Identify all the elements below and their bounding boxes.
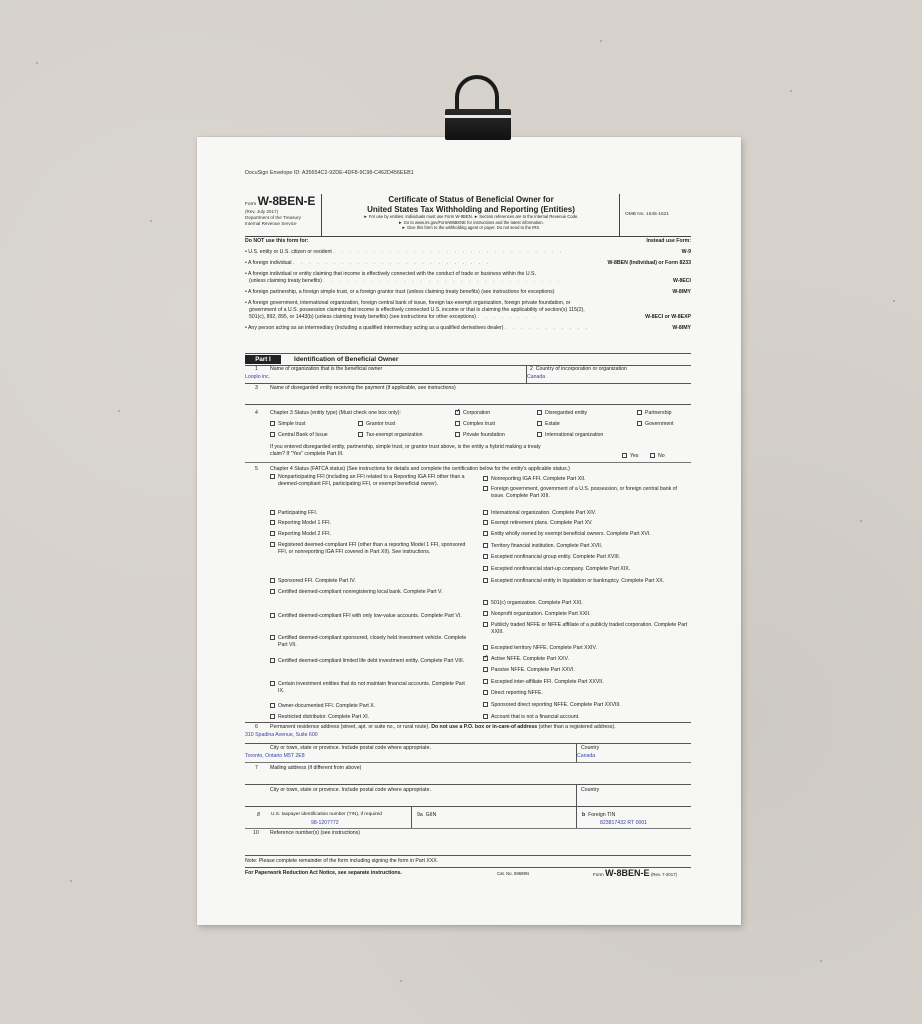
option-label: Nonreporting IGA FFI. Complete Part XII. (491, 476, 586, 482)
ch4-left-10[interactable] (270, 681, 475, 694)
department: Department of the Treasury (245, 214, 301, 220)
checkbox[interactable] (622, 453, 627, 458)
checkbox[interactable] (455, 432, 460, 437)
line10-label: Reference number(s) (see instructions) (270, 830, 360, 836)
line-number: 7 (255, 765, 258, 771)
option-label: Restricted distributor. Complete Part XI. (278, 714, 370, 720)
binder-clip-icon (445, 75, 511, 137)
leader-dots: . . . . . . . . . . . . . . . . . . . . . . . . . . . . . (333, 249, 564, 255)
city-field[interactable]: Toronto, Ontario M5T 2E8 (245, 753, 305, 759)
divider (245, 855, 691, 856)
line5-label: Chapter 4 Status (FATCA status) (See instructions for details and complete the certification below for the entity's applicable status.) (270, 466, 570, 472)
line6-label (270, 724, 616, 731)
option-label: Corporation (463, 410, 491, 416)
do-not-use-row-cont (245, 278, 691, 285)
divider (245, 722, 691, 723)
label-text: Country of incorporation or organization (535, 366, 627, 372)
divider (245, 784, 691, 785)
hybrid-no[interactable] (650, 453, 665, 460)
speck (860, 520, 862, 522)
form-revision: (Rev. 7-2017) (650, 872, 677, 877)
checkbox[interactable] (270, 714, 275, 719)
line-number: 10 (253, 830, 259, 836)
checkbox[interactable] (270, 520, 275, 525)
option-label: Account that is not a financial account. (491, 714, 580, 720)
option-label: Excepted territory NFFE. Complete Part XXIV. (491, 645, 597, 651)
checkbox-checked[interactable] (483, 656, 488, 661)
option-label: International organization (545, 432, 604, 438)
option-label: Excepted nonfinancial group entity. Complete Part XVIII. (491, 554, 621, 560)
mail-country-label: Country (581, 787, 600, 793)
instead-use-heading: Instead use Form: (646, 238, 691, 244)
ch4-left-2[interactable] (270, 520, 331, 527)
row-form: W-8ECI or W-8EXP (645, 314, 691, 320)
form-subtitle-1: ► For use by entities. Individuals must use Form W-8BEN. ► Section references are to the Internal Revenue Code. (363, 214, 579, 220)
checkbox[interactable] (270, 613, 275, 618)
option-label: No (658, 453, 665, 459)
ch4-right-1[interactable] (483, 486, 691, 499)
divider (245, 404, 691, 405)
ch3-option-tax-exempt[interactable] (358, 432, 423, 439)
row-text: (unless claiming treaty benefits) (249, 278, 322, 284)
ch4-right-12[interactable] (483, 645, 597, 652)
label-text: (other than a registered address). (538, 724, 616, 730)
checkbox[interactable] (637, 410, 642, 415)
row-text: • U.S. entity or U.S. citizen or resident (245, 249, 332, 255)
row-text: 501(c), 892, 895, or 1443(b) (unless claiming treaty benefits) (see instructions for other exceptions) (249, 314, 476, 320)
line-number: b (582, 812, 586, 818)
option-label: Excepted inter-affiliate FFI. Complete Part XXVII. (491, 679, 604, 685)
checkbox[interactable] (483, 679, 488, 684)
speck (118, 410, 120, 412)
option-label: Disregarded entity (545, 410, 588, 416)
option-label: Passive NFFE. Complete Part XXVI. (491, 667, 575, 673)
option-label: Certain investment entities that do not maintain financial accounts. Complete Part IX. (278, 681, 465, 694)
ch4-left-4[interactable] (270, 542, 475, 555)
option-label: Exempt retirement plans. Complete Part XV. (491, 520, 593, 526)
checkbox[interactable] (483, 690, 488, 695)
clip-stripe (445, 115, 511, 118)
checkbox[interactable] (270, 531, 275, 536)
option-label: Nonparticipating FFI (including an FFI related to a Reporting IGA FFI other than a deemed-compliant FFI, participating FFI, or exempt beneficial owner). (278, 474, 465, 487)
ch4-left-7[interactable] (270, 613, 475, 620)
checkbox[interactable] (650, 453, 655, 458)
checkbox[interactable] (637, 421, 642, 426)
option-label: Owner-documented FFI. Complete Part X. (278, 703, 376, 709)
form-subtitle-3: ► Give this form to the withholding agent or payer. Do not send to the IRS. (401, 225, 541, 231)
checkbox[interactable] (483, 702, 488, 707)
ch4-left-5[interactable] (270, 578, 356, 585)
form-title-line2: United States Tax Withholding and Reporting (Entities) (367, 205, 575, 215)
row-text: • A foreign government, international organization, foreign central bank of issue, foreign tax-exempt organization, foreign private foundation, or (245, 300, 571, 306)
checkbox[interactable] (270, 510, 275, 515)
giin-field[interactable] (417, 820, 567, 827)
ch4-right-7[interactable] (483, 566, 630, 573)
option-label: Tax-exempt organization (366, 432, 423, 438)
checkbox[interactable] (455, 421, 460, 426)
checkbox[interactable] (270, 589, 275, 594)
ch4-left-11[interactable] (270, 703, 375, 710)
do-not-use-row (245, 249, 691, 256)
ch4-right-15[interactable] (483, 679, 604, 686)
checkbox[interactable] (358, 421, 363, 426)
checkbox[interactable] (270, 681, 275, 686)
line2-label (530, 366, 627, 373)
ch3-option-intl-org[interactable] (537, 432, 603, 439)
line7-label: Mailing address (if different from above) (270, 765, 362, 771)
form-header (245, 194, 691, 237)
option-label: Grantor trust (366, 421, 396, 427)
ch3-option-corporation[interactable] (455, 410, 490, 417)
divider (245, 353, 691, 354)
paperwork-notice: For Paperwork Reduction Act Notice, see separate instructions. (245, 870, 402, 876)
ch3-option-estate[interactable] (537, 421, 560, 428)
ch3-option-government[interactable] (637, 421, 674, 428)
speck (820, 960, 822, 962)
ch4-right-4[interactable] (483, 531, 651, 538)
ch3-option-complex-trust[interactable] (455, 421, 495, 428)
part1-header (245, 355, 691, 364)
checkbox[interactable] (483, 554, 488, 559)
line-number: 8 (257, 812, 260, 818)
checkbox[interactable] (537, 432, 542, 437)
country-field[interactable]: Canada (527, 374, 546, 380)
leader-dots: . . . . . . . . . . . . . . . . . . . . . . . . . . . . . . (323, 278, 562, 284)
line-number: 6 (255, 724, 258, 730)
ch4-right-9[interactable] (483, 600, 583, 607)
column-divider (576, 784, 577, 806)
row-text: • Any person acting as an intermediary (including a qualified intermediary acting as a qualified derivatives dealer) (245, 325, 504, 331)
checkbox[interactable] (483, 600, 488, 605)
do-not-use-row (245, 325, 691, 332)
checkbox[interactable] (358, 432, 363, 437)
leader-dots: . . . . . . . . (477, 314, 538, 320)
column-divider (411, 806, 412, 828)
ch4-left-0[interactable] (270, 474, 475, 487)
speck (893, 300, 895, 302)
city-label: City or town, state or province. Include postal code where appropriate. (270, 745, 431, 751)
label-text: Permanent residence address (street, apt. or suite no., or rural route). (270, 724, 430, 730)
checkbox-checked[interactable] (455, 410, 460, 415)
checkbox[interactable] (483, 566, 488, 571)
do-not-use-row (245, 271, 691, 278)
option-label: Sponsored FFI. Complete Part IV. (278, 578, 356, 584)
foreign-tin-field[interactable]: 823817432 RT 0001 (600, 820, 648, 826)
checkbox[interactable] (483, 578, 488, 583)
country-label: Country (581, 745, 600, 751)
speck (150, 220, 152, 222)
column-divider (576, 806, 577, 828)
form-subtitle-2: ► Go to www.irs.gov/FormW8BENE for instructions and the latest information. (398, 219, 544, 225)
hybrid-question-2: claim? If "Yes" complete Part III. (270, 451, 344, 457)
row-text: government of a U.S. possession claiming that income is effectively connected U.S. income or that is claiming the applicability of section(s) 115(2), (249, 307, 585, 313)
ch4-left-3[interactable] (270, 531, 331, 538)
checkbox[interactable] (483, 531, 488, 536)
option-label: Excepted nonfinancial start-up company. Complete Part XIX. (491, 566, 631, 572)
checkbox[interactable] (537, 421, 542, 426)
foreign-tin-label (582, 812, 615, 819)
option-label: Simple trust (278, 421, 306, 427)
line3-label: Name of disregarded entity receiving the payment (if applicable, see instructions) (270, 385, 456, 391)
us-tin-field[interactable]: 98-1207772 (311, 820, 339, 826)
ch4-left-12[interactable] (270, 714, 369, 721)
mailing-address-field[interactable] (245, 774, 685, 782)
option-label: Reporting Model 1 FFI. (278, 520, 332, 526)
mail-city-label: City or town, state or province. Include postal code where appropriate. (270, 787, 431, 793)
option-label: Certified deemed-compliant FFI with only low-value accounts. Complete Part VI. (278, 613, 462, 619)
option-label: Excepted nonfinancial entity in liquidation or bankruptcy. Complete Part XX. (491, 578, 665, 584)
speck (70, 880, 72, 882)
disregarded-entity-field[interactable] (245, 393, 685, 400)
ch4-right-5[interactable] (483, 543, 602, 550)
checkbox[interactable] (483, 622, 488, 627)
option-label: Sponsored direct reporting NFFE. Complete Part XXVIII. (491, 702, 621, 708)
checkbox[interactable] (537, 410, 542, 415)
option-label: Publicly traded NFFE or NFFE affiliate of a publicly traded corporation. Complete Part XXIII. (491, 622, 688, 635)
omb-number: OMB No. 1545-1621 (625, 212, 669, 217)
line1-label: Name of organization that is the beneficial owner (270, 366, 383, 372)
service: Internal Revenue Service (245, 220, 297, 226)
row-form: W-8BEN (Individual) or Form 8233 (607, 260, 691, 266)
do-not-use-row-cont (245, 307, 691, 314)
checkbox[interactable] (483, 543, 488, 548)
option-label: Certified deemed-compliant sponsored, closely held investment vehicle. Complete Part VII. (278, 635, 467, 648)
footer-form-id (593, 868, 677, 879)
option-label: Estate (545, 421, 560, 427)
speck (36, 62, 38, 64)
row-form: W-8IMY (672, 325, 691, 331)
checkbox[interactable] (270, 421, 275, 426)
street-address-field[interactable]: 310 Spadina Avenue, Suite 600 (245, 732, 318, 738)
option-label: Private foundation (463, 432, 505, 438)
checkbox[interactable] (270, 703, 275, 708)
option-label: International organization. Complete Part XIV. (491, 510, 597, 516)
checkbox[interactable] (270, 635, 275, 640)
checkbox[interactable] (483, 520, 488, 525)
ch4-right-16[interactable] (483, 690, 543, 697)
checkbox[interactable] (483, 510, 488, 515)
speck (600, 40, 602, 42)
row-form: W-9 (681, 249, 691, 255)
option-label: Nonprofit organization. Complete Part XXII. (491, 611, 591, 617)
hybrid-question-1: If you entered disregarded entity, partnership, simple trust, or grantor trust above, is the entity a hybrid making a treaty (270, 444, 541, 450)
option-label: Partnership (645, 410, 672, 416)
divider (245, 762, 691, 763)
line4-label: Chapter 3 Status (entity type) (Must check one box only): (270, 410, 401, 416)
form-word: Form (593, 872, 604, 877)
giin-label (417, 812, 436, 819)
option-label: Foreign government, government of a U.S. possession, or foreign central bank of issue. Complete Part XIII. (491, 486, 677, 499)
label-bold: Do not use a P.O. box or in-care-of address (431, 724, 538, 730)
ch3-option-simple-trust[interactable] (270, 421, 305, 428)
checkbox[interactable] (270, 578, 275, 583)
ch4-right-13[interactable] (483, 656, 569, 663)
checkbox[interactable] (483, 476, 488, 481)
option-label: Registered deemed-compliant FFI (other than a reporting Model 1 FFI, sponsored FFI, or nonreporting IGA FFI covered in Part XII). See instructions. (278, 542, 466, 555)
tin-label: U.S. taxpayer identification number (TIN), if required (271, 812, 382, 817)
part-title: Identification of Beneficial Owner (294, 356, 399, 363)
checkbox[interactable] (270, 432, 275, 437)
speck (400, 980, 402, 982)
option-label: Complex trust (463, 421, 495, 427)
row-form: W-8ECI (672, 278, 691, 284)
option-label: Certified deemed-compliant nonregistering local bank. Complete Part V. (278, 589, 443, 595)
option-label: Reporting Model 2 FFI. (278, 531, 332, 537)
ch4-right-10[interactable] (483, 611, 590, 618)
divider (245, 743, 691, 744)
ch4-right-3[interactable] (483, 520, 593, 527)
hybrid-yes[interactable] (622, 453, 638, 460)
cat-number: Cat. No. 59689N (497, 871, 530, 876)
ch4-right-0[interactable] (483, 476, 586, 483)
ch3-option-grantor-trust[interactable] (358, 421, 395, 428)
reference-number-field[interactable] (245, 838, 685, 848)
option-label: Certified deemed-compliant limited life debt investment entity. Complete Part VIII. (278, 658, 465, 664)
line-number: 1 (255, 366, 258, 372)
option-label: Entity wholly owned by exempt beneficial owners. Complete Part XVI. (491, 531, 651, 537)
do-not-use-row-cont (245, 314, 691, 321)
form-title-block (323, 194, 620, 236)
do-not-use-row (245, 260, 691, 267)
label-text: Foreign TIN (588, 812, 616, 818)
ch4-left-1[interactable] (270, 510, 317, 517)
row-text: • A foreign individual or entity claiming that income is effectively connected with the conduct of trade or business within the U.S. (245, 271, 536, 277)
leader-dots: . . . . . . . . . . . (504, 325, 590, 331)
checkbox[interactable] (483, 645, 488, 650)
do-not-use-row (245, 289, 691, 296)
ch3-option-central-bank[interactable] (270, 432, 328, 439)
do-not-use-heading: Do NOT use this form for: (245, 238, 309, 244)
option-label: 501(c) organization. Complete Part XXI. (491, 600, 583, 606)
part-label: Part I (245, 355, 281, 364)
option-label: Participating FFI. (278, 510, 318, 516)
divider (245, 383, 691, 384)
label-text: GIIN (425, 812, 437, 818)
ch4-right-11[interactable] (483, 622, 691, 635)
form-revision: (Rev. July 2017) (245, 209, 279, 214)
row-text: • A foreign individual (245, 260, 292, 266)
ch4-left-8[interactable] (270, 635, 475, 648)
clip-body (445, 109, 511, 140)
option-label: Central Bank of Issue (278, 432, 328, 438)
ch4-left-6[interactable] (270, 589, 475, 596)
option-label: Active NFFE. Complete Part XXV. (491, 656, 569, 662)
line-number: 5 (255, 466, 258, 472)
form-number: W-8BEN-E (605, 868, 650, 878)
ch4-right-6[interactable] (483, 554, 620, 561)
checkbox[interactable] (270, 542, 275, 547)
option-label: Territory financial institution. Complete Part XVII. (491, 543, 603, 549)
footer-note: Note: Please complete remainder of the form including signing the form in Part XXX. (245, 858, 439, 864)
form-number: W-8BEN-E (257, 194, 316, 208)
line-number: 9a (417, 812, 423, 818)
form-word: Form (245, 202, 257, 207)
option-label: Government (645, 421, 674, 427)
ch4-right-17[interactable] (483, 702, 621, 709)
line-number: 4 (255, 410, 258, 416)
checkbox[interactable] (483, 714, 488, 719)
row-text: • A foreign partnership, a foreign simple trust, or a foreign grantor trust (unless claiming treaty benefits) (see instructions for exceptions) (245, 289, 555, 295)
form-title-line1: Certificate of Status of Beneficial Owner for (388, 195, 554, 204)
ch4-right-14[interactable] (483, 667, 575, 674)
checkbox[interactable] (483, 667, 488, 672)
ch4-right-8[interactable] (483, 578, 691, 585)
do-not-use-row (245, 300, 691, 307)
org-name-field[interactable]: Looplo inc. (245, 374, 271, 380)
checkbox[interactable] (483, 611, 488, 616)
checkbox[interactable] (483, 486, 488, 491)
ch3-option-partnership[interactable] (637, 410, 672, 417)
do-not-use-heading-row (245, 238, 691, 245)
row-form: W-8IMY (672, 289, 691, 295)
line-number: 3 (255, 385, 258, 391)
ch3-option-disregarded[interactable] (537, 410, 587, 417)
option-label: Yes (630, 453, 639, 459)
checkbox[interactable] (270, 474, 275, 479)
ch4-right-18[interactable] (483, 714, 580, 721)
divider (245, 806, 691, 807)
envelope-id: DocuSign Envelope ID: A35654C2-92DE-4DF8-9C98-C462D456EEB1 (245, 170, 414, 176)
divider (245, 462, 691, 463)
residence-country-field[interactable]: Canada (577, 753, 596, 759)
ch4-right-2[interactable] (483, 510, 596, 517)
leader-dots: . . . . . . . . . . . . . . . . . . . . . . . . . (292, 260, 492, 266)
option-label: Direct reporting NFFE. (491, 690, 543, 696)
speck (790, 90, 792, 92)
ch3-option-private-foundation[interactable] (455, 432, 505, 439)
ch4-left-9[interactable] (270, 658, 475, 665)
form-id-block (245, 194, 322, 236)
line-number: 2 (530, 366, 533, 372)
divider (245, 828, 691, 829)
checkbox[interactable] (270, 658, 275, 663)
